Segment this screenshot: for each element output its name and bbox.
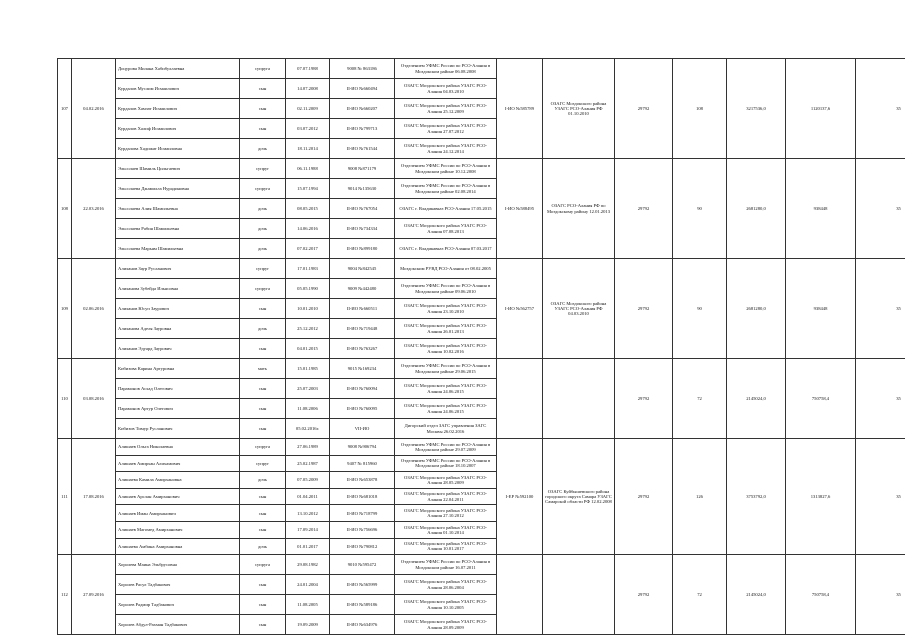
member-relation: мать xyxy=(240,359,286,379)
member-birthdate: 24.01.2004 xyxy=(286,575,330,595)
member-document: II-ИО №760094 xyxy=(330,379,395,399)
member-name: Алиханов Заур Русланович xyxy=(116,259,240,279)
member-document: 9015 №169234 xyxy=(330,359,395,379)
member-name: Кибизов Тимур Русланович xyxy=(116,419,240,439)
member-relation: дочь xyxy=(240,538,286,555)
value-total: 2681280,0 xyxy=(727,159,786,259)
marriage-registry: ОЗАГС РСО-Алания РФ по Моздокскому району 12.01.2013 xyxy=(543,159,615,259)
member-issued-by: Отделением УФМС России по РСО-Алания в Моздокском районе 06.08.2008 xyxy=(395,59,497,79)
record-number: 110 xyxy=(58,359,72,439)
member-issued-by: ОЗАГС Моздокского района УЗАГС РСО-Алания 24.06.2015 xyxy=(395,399,497,419)
member-name: Алишаев Иман Амирханович xyxy=(116,505,240,522)
member-issued-by: ОЗАГС Моздокского района УЗАГС РСО-Алания 24.12.2014 xyxy=(395,139,497,159)
member-document: II-ИО №763267 xyxy=(330,339,395,359)
member-name: Курдалов Халиф Исмаилович xyxy=(116,119,240,139)
member-issued-by: ОЗАГС Моздокского района УЗАГС РСО-Алания 22.04.2011 xyxy=(395,488,497,505)
member-issued-by: ОЗАГС Моздокского района УЗАГС РСО-Алания 01.10.2014 xyxy=(395,521,497,538)
member-relation: сын xyxy=(240,575,286,595)
value-subsidy: 938448 xyxy=(786,259,856,359)
value-total: 2145024,0 xyxy=(727,359,786,439)
member-document: II-ИО №589186 xyxy=(330,595,395,615)
member-birthdate: 07.05.2009 xyxy=(286,472,330,489)
member-name: Алиханова Аделя Зауровна xyxy=(116,319,240,339)
member-birthdate: 08.05.2015 xyxy=(286,199,330,219)
member-birthdate: 15.01.1985 xyxy=(286,359,330,379)
member-name: Парамонов Асхад Олегович xyxy=(116,379,240,399)
member-document: II-ИО №718799 xyxy=(330,505,395,522)
member-issued-by: ОЗАГС Моздокского района УЗАГС РСО-Алания 27.10.2012 xyxy=(395,505,497,522)
member-issued-by: Дигорский отдел ЗАГС управления ЗАГС Москвы 26.02.2016 xyxy=(395,419,497,439)
marriage-certificate: I-ИО №562757 xyxy=(497,259,543,359)
member-birthdate: 15.07.1994 xyxy=(286,179,330,199)
value-total: 3217536,0 xyxy=(727,59,786,159)
member-birthdate: 29.08.1982 xyxy=(286,555,330,575)
marriage-registry: ОЗАГС Моздокского района УЗАГС РСО-Алания РФ 01.10.2010 xyxy=(543,59,615,159)
member-relation: сын xyxy=(240,419,286,439)
member-issued-by: ОЗАГС Моздокского района УЗАГС РСО-Алания 28.09.2009 xyxy=(395,615,497,635)
member-issued-by: ОЗАГС г. Владикавказ РСО-Алания 07.03.2017 xyxy=(395,239,497,259)
member-birthdate: 01.04.2011 xyxy=(286,488,330,505)
value-rate: 29792 xyxy=(615,359,673,439)
member-relation: сын xyxy=(240,339,286,359)
member-name: Алиханов Юсуп Заурович xyxy=(116,299,240,319)
value-subsidy: 1120137,6 xyxy=(786,59,856,159)
member-name: Алишаев Ольга Николаевна xyxy=(116,439,240,456)
member-issued-by: Отделением УФМС России по РСО-Алания в Моздокском районе 16.07.2011 xyxy=(395,555,497,575)
value-subsidy: 750758,4 xyxy=(786,359,856,439)
member-issued-by: ОЗАГС Моздокского района УЗАГС РСО-Алания 26.01.2013 xyxy=(395,319,497,339)
marriage-certificate xyxy=(497,555,543,635)
member-name: Алишаев Арслан Амирханович xyxy=(116,488,240,505)
member-birthdate: 03.07.2012 xyxy=(286,119,330,139)
value-area: 90 xyxy=(673,159,727,259)
member-relation: дочь xyxy=(240,239,286,259)
marriage-registry xyxy=(543,359,615,439)
member-birthdate: 06.11.1988 xyxy=(286,159,330,179)
table-row xyxy=(58,259,905,279)
member-birthdate: 01.01.2017 xyxy=(286,538,330,555)
member-document: II-ИО №799713 xyxy=(330,119,395,139)
member-issued-by: ОЗАГС Моздокского района УЗАГС РСО-Алания 10.01.2017 xyxy=(395,538,497,555)
member-birthdate: 05.02.2016г. xyxy=(286,419,330,439)
member-issued-by: Отделением УФМС России по РСО-Алания в Моздокском районе 18.10.2007 xyxy=(395,455,497,472)
member-relation: супруга xyxy=(240,59,286,79)
record-date: 04.02.2016 xyxy=(72,59,116,159)
record-date: 27.09.2016 xyxy=(72,555,116,635)
member-relation: супруг xyxy=(240,455,286,472)
record-number: 111 xyxy=(58,439,72,555)
member-name: Курдалов Муслим Исмаилович xyxy=(116,79,240,99)
value-area: 126 xyxy=(673,439,727,555)
member-name: Эльсолаева Рабия Шамильевна xyxy=(116,219,240,239)
member-relation: сын xyxy=(240,379,286,399)
member-name: Алишаева Амбина Амирхановна xyxy=(116,538,240,555)
table-row xyxy=(58,59,905,79)
marriage-registry: ОЗАГС Моздокского района УЗАГС РСО-Алания РФ 04.03.2010 xyxy=(543,259,615,359)
member-name: Алишаев Магомед Амирханович xyxy=(116,521,240,538)
member-document: II-ИО №790812 xyxy=(330,538,395,555)
marriage-registry xyxy=(543,555,615,635)
member-document: 9004 №842545 xyxy=(330,259,395,279)
member-document: II-ИО №760095 xyxy=(330,399,395,419)
marriage-certificate: I-ИО №585789 xyxy=(497,59,543,159)
member-issued-by: ОЗАГС Моздокского района УЗАГС РСО-Алания 28.05.2009 xyxy=(395,472,497,489)
value-percent: 35 xyxy=(856,555,905,635)
member-document: II-ИО №660511 xyxy=(330,299,395,319)
member-issued-by: Отделением УФМС России по РСО-Алания в Моздокском районе 29.06.2015 xyxy=(395,359,497,379)
member-relation: сын xyxy=(240,615,286,635)
value-total: 3753792,0 xyxy=(727,439,786,555)
member-name: Курдалов Хамзат Исмаилович xyxy=(116,99,240,119)
value-total: 2145024,0 xyxy=(727,555,786,635)
member-document: II-ИО №681018 xyxy=(330,488,395,505)
member-document: II-ИО №719448 xyxy=(330,319,395,339)
member-name: Хоролев Радмир Тадбакович xyxy=(116,595,240,615)
member-issued-by: Моздокским РУВД РСО-Алания от 08.02.2005 xyxy=(395,259,497,279)
member-issued-by: Отделением УФМС России по РСО-Алания в Моздокском районе 29.07.2009 xyxy=(395,439,497,456)
member-issued-by: ОЗАГС Моздокского района УЗАГС РСО-Алания 10.02.2016 xyxy=(395,339,497,359)
member-relation: сын xyxy=(240,595,286,615)
member-issued-by: ОЗАГС Моздокского района УЗАГС РСО-Алания 10.10.2005 xyxy=(395,595,497,615)
member-name: Кибизова Карина Артуровна xyxy=(116,359,240,379)
member-birthdate: 14.07.2008 xyxy=(286,79,330,99)
record-date: 03.08.2016 xyxy=(72,359,116,439)
member-document: II-ИО №767054 xyxy=(330,199,395,219)
table-row xyxy=(58,359,905,379)
member-relation: дочь xyxy=(240,199,286,219)
member-issued-by: ОЗАГС Моздокского района УЗАГС РСО-Алания 24.06.2015 xyxy=(395,379,497,399)
member-relation: дочь xyxy=(240,472,286,489)
member-issued-by: Отделением УФМС России по РСО-Алания в Моздокском районе 02.08.2014 xyxy=(395,179,497,199)
member-document: II-ИО №634976 xyxy=(330,615,395,635)
member-document: 9407 № 815960 xyxy=(330,455,395,472)
member-birthdate: 05.05.1990 xyxy=(286,279,330,299)
member-document: II-ИО №756696 xyxy=(330,521,395,538)
member-relation: сын xyxy=(240,79,286,99)
member-issued-by: ОЗАГС Моздокского района УЗАГС РСО-Алания 25.12.2009 xyxy=(395,99,497,119)
member-name: Хоролева Маина Эльбрусовна xyxy=(116,555,240,575)
value-area: 72 xyxy=(673,555,727,635)
marriage-certificate xyxy=(497,359,543,439)
member-document: II-ИО №653878 xyxy=(330,472,395,489)
marriage-certificate: I-ЕР №592100 xyxy=(497,439,543,555)
member-document: 9008 № 863186 xyxy=(330,59,395,79)
value-percent: 35 xyxy=(856,359,905,439)
value-percent: 35 xyxy=(856,59,905,159)
member-relation: супруга xyxy=(240,439,286,456)
member-relation: сын xyxy=(240,505,286,522)
value-area: 90 xyxy=(673,259,727,359)
member-document: II-ИО №660494 xyxy=(330,79,395,99)
value-area: 108 xyxy=(673,59,727,159)
member-issued-by: ОЗАГС Моздокского района УЗАГС РСО-Алания 04.03.2010 xyxy=(395,79,497,99)
table-row xyxy=(58,439,905,456)
member-document: 9009 №442480 xyxy=(330,279,395,299)
member-relation: дочь xyxy=(240,219,286,239)
record-date: 02.06.2016 xyxy=(72,259,116,359)
value-area: 72 xyxy=(673,359,727,439)
member-relation: супруга xyxy=(240,555,286,575)
member-relation: супруг xyxy=(240,159,286,179)
member-issued-by: ОЗАГС Моздокского района УЗАГС РСО-Алания 28.06.2004 xyxy=(395,575,497,595)
member-relation: сын xyxy=(240,521,286,538)
value-rate: 29792 xyxy=(615,59,673,159)
member-document: 9008 №871179 xyxy=(330,159,395,179)
member-name: Парамонов Артур Олегович xyxy=(116,399,240,419)
member-name: Доцурова Милана Хабибуллаевна xyxy=(116,59,240,79)
member-document: II-ИО №660207 xyxy=(330,99,395,119)
value-percent: 35 xyxy=(856,259,905,359)
member-document: II-ИО №734334 xyxy=(330,219,395,239)
value-rate: 29792 xyxy=(615,555,673,635)
record-date: 17.08.2016 xyxy=(72,439,116,555)
member-relation: супруга xyxy=(240,179,286,199)
member-birthdate: 07.07.1988 xyxy=(286,59,330,79)
member-birthdate: 13.10.2012 xyxy=(286,505,330,522)
member-document: 9014 №135630 xyxy=(330,179,395,199)
member-issued-by: ОЗАГС г. Владикавказ РСО-Алания 17.05.2015 xyxy=(395,199,497,219)
member-document: VII-ИО xyxy=(330,419,395,439)
member-name: Алиханов Эдуард Заурович xyxy=(116,339,240,359)
member-birthdate: 02.11.2009 xyxy=(286,99,330,119)
marriage-certificate: I-ИО №588495 xyxy=(497,159,543,259)
record-number: 112 xyxy=(58,555,72,635)
value-percent: 35 xyxy=(856,439,905,555)
member-relation: сын xyxy=(240,399,286,419)
member-document: 9010 №595472 xyxy=(330,555,395,575)
member-birthdate: 11.08.2005 xyxy=(286,595,330,615)
member-birthdate: 25.07.2003 xyxy=(286,379,330,399)
member-name: Эльсолаева Джамилла Нурадиновна xyxy=(116,179,240,199)
value-total: 2681280,0 xyxy=(727,259,786,359)
member-name: Алишаев Амирхан Алихамович xyxy=(116,455,240,472)
member-document: II-ИО №565999 xyxy=(330,575,395,595)
register-table xyxy=(57,58,905,635)
member-birthdate: 04.01.2015 xyxy=(286,339,330,359)
member-birthdate: 07.02.2017 xyxy=(286,239,330,259)
record-number: 109 xyxy=(58,259,72,359)
member-relation: сын xyxy=(240,299,286,319)
member-issued-by: ОЗАГС Моздокского района УЗАГС РСО-Алания 23.10.2010 xyxy=(395,299,497,319)
member-relation: дочь xyxy=(240,319,286,339)
table-row xyxy=(58,555,905,575)
record-date: 22.03.2016 xyxy=(72,159,116,259)
member-document: II-ИО №761544 xyxy=(330,139,395,159)
member-name: Алиханова Зубейда Ильясовна xyxy=(116,279,240,299)
member-relation: сын xyxy=(240,99,286,119)
member-birthdate: 18.11.2014 xyxy=(286,139,330,159)
value-rate: 29792 xyxy=(615,159,673,259)
value-rate: 29792 xyxy=(615,439,673,555)
value-subsidy: 750758,4 xyxy=(786,555,856,635)
record-number: 107 xyxy=(58,59,72,159)
member-name: Курдалова Хадижат Исмаиловна xyxy=(116,139,240,159)
value-percent: 35 xyxy=(856,159,905,259)
marriage-registry: ОЗАГС Куйбышевского района городского округа Самара УЗАГС Самарской области РФ 12.02.2008 xyxy=(543,439,615,555)
record-number: 108 xyxy=(58,159,72,259)
member-relation: сын xyxy=(240,119,286,139)
member-name: Эльсолаев Шамиль Цильгаевич xyxy=(116,159,240,179)
member-document: II-ИО №899180 xyxy=(330,239,395,259)
member-relation: дочь xyxy=(240,139,286,159)
member-birthdate: 17.01.1983 xyxy=(286,259,330,279)
value-subsidy: 1313827,6 xyxy=(786,439,856,555)
member-name: Хоролев Расул Тадбакович xyxy=(116,575,240,595)
member-relation: сын xyxy=(240,488,286,505)
table-row xyxy=(58,159,905,179)
member-issued-by: Отделением УФМС России по РСО-Алания в Моздокском районе 09.06.2010 xyxy=(395,279,497,299)
member-birthdate: 14.06.2016 xyxy=(286,219,330,239)
member-birthdate: 10.01.2010 xyxy=(286,299,330,319)
value-rate: 29792 xyxy=(615,259,673,359)
member-name: Эльсолаева Алия Шамильевна xyxy=(116,199,240,219)
member-birthdate: 19.09.2009 xyxy=(286,615,330,635)
member-name: Эльсолаева Марьям Шамильевна xyxy=(116,239,240,259)
member-birthdate: 25.12.2012 xyxy=(286,319,330,339)
member-issued-by: ОЗАГС Моздокского района УЗАГС РСО-Алания 07.08.2013 xyxy=(395,219,497,239)
member-relation: супруг xyxy=(240,259,286,279)
member-birthdate: 11.08.2006 xyxy=(286,399,330,419)
member-birthdate: 27.06.1989 xyxy=(286,439,330,456)
member-issued-by: Отделением УФМС России по РСО-Алания в Моздокском районе 10.12.2008 xyxy=(395,159,497,179)
member-birthdate: 25.02.1987 xyxy=(286,455,330,472)
member-document: 9008 №906794 xyxy=(330,439,395,456)
value-subsidy: 938448 xyxy=(786,159,856,259)
member-relation: супруга xyxy=(240,279,286,299)
member-name: Алишаева Камила Амирхановна xyxy=(116,472,240,489)
member-issued-by: ОЗАГС Моздокского района УЗАГС РСО-Алания 27.07.2012 xyxy=(395,119,497,139)
member-birthdate: 17.09.2014 xyxy=(286,521,330,538)
member-name: Хоролев Абдул-Рахман Тадбакович xyxy=(116,615,240,635)
